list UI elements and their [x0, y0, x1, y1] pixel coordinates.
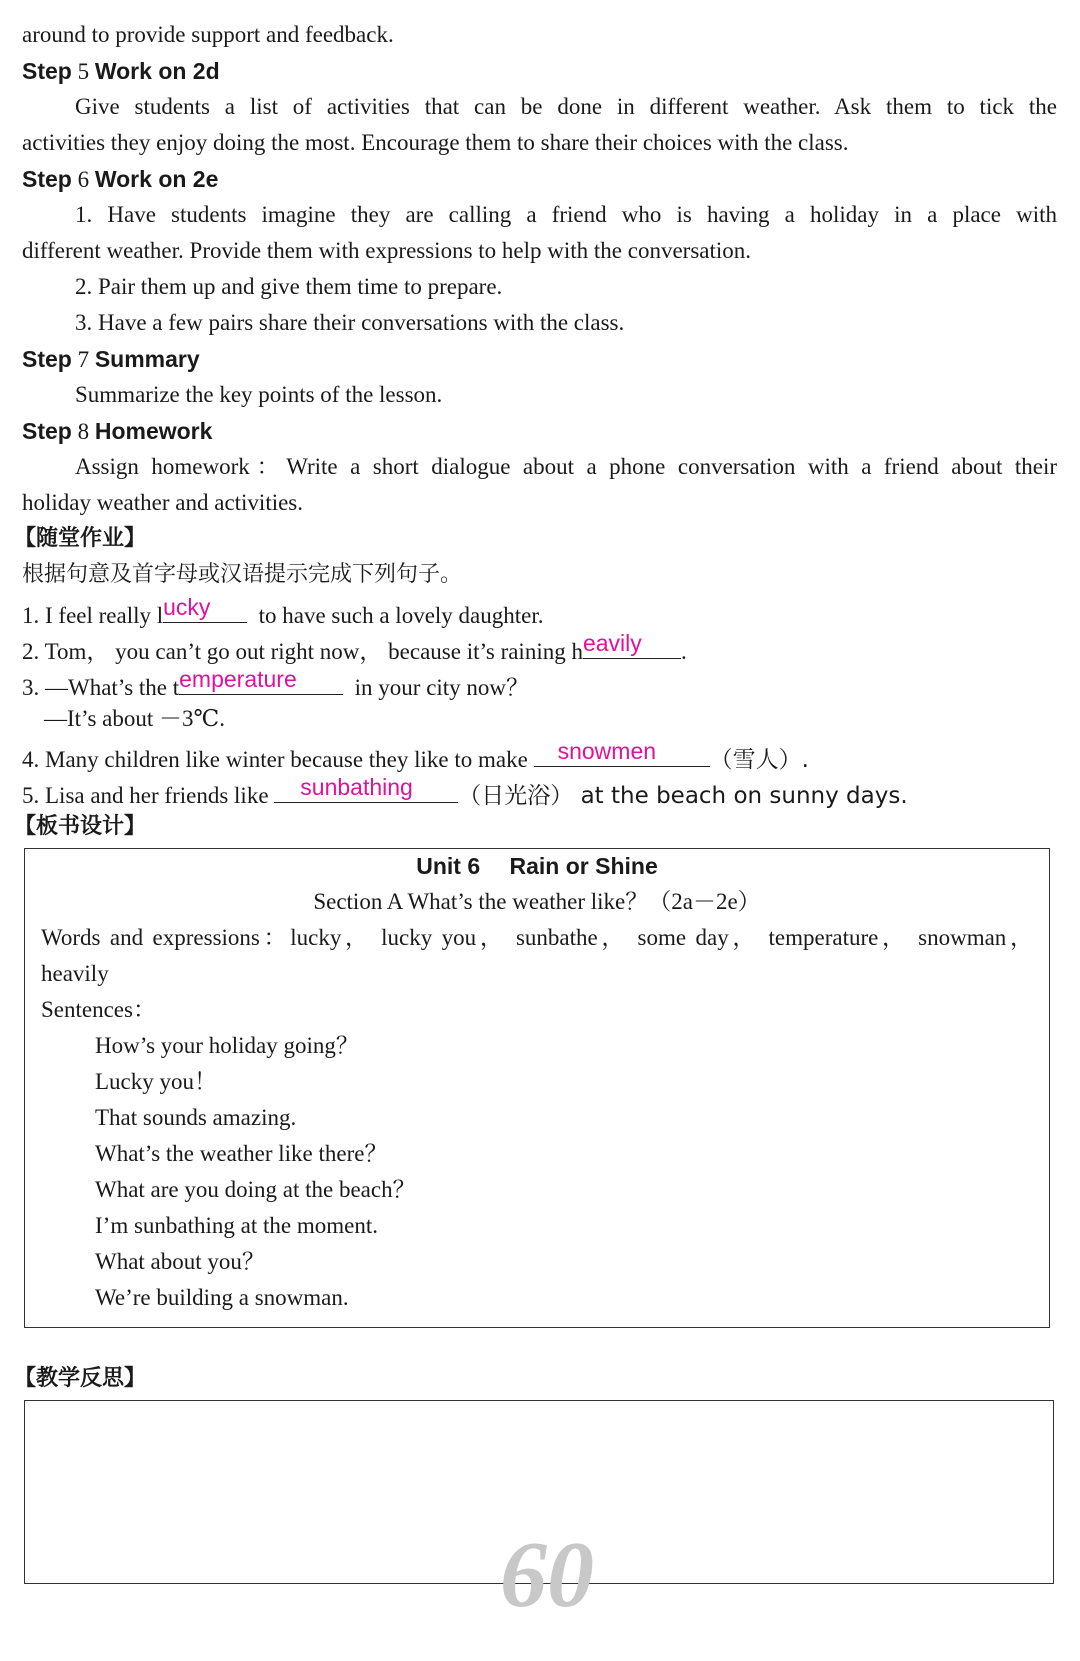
question-4: 4. Many children like winter because they like to make snowmen （雪人）. — [22, 738, 809, 773]
board-sentence: We’re building a snowman. — [95, 1285, 349, 1310]
answer-3: emperature — [179, 666, 297, 692]
question-5: 5. Lisa and her friends like sunbathing （日光浴） at the beach on sunny days. — [22, 774, 908, 809]
board-sentence: What about you？ — [95, 1249, 265, 1274]
board-sentences-label: Sentences： — [41, 997, 156, 1022]
board-words-line1: Words and expressions：lucky， lucky you， sunbathe， some day， temperature， snowman， — [41, 925, 1033, 950]
answer-blank-1[interactable] — [163, 596, 247, 623]
board-words-line2: heavily — [41, 961, 109, 986]
answer-blank-5[interactable] — [274, 776, 458, 803]
step7-text: Summarize the key points of the lesson. — [75, 382, 443, 407]
step6-item3: 3. Have a few pairs share their conversations with the class. — [75, 310, 625, 335]
exercise-instruction: 根据句意及首字母或汉语提示完成下列句子。 — [22, 562, 463, 587]
question-3-reply: —It’s about －3℃. — [44, 706, 225, 731]
board-sentence: What’s the weather like there？ — [95, 1141, 388, 1166]
step6-item2: 2. Pair them up and give them time to prepare. — [75, 274, 503, 299]
reflection-header: 【教学反思】 — [14, 1366, 147, 1391]
exercise-header: 【随堂作业】 — [14, 526, 147, 551]
step8-line2: holiday weather and activities. — [22, 490, 304, 515]
step6-heading: Step 6 Work on 2e — [22, 166, 219, 192]
answer-blank-4[interactable] — [534, 740, 710, 767]
board-unit-title: Unit 6 Rain or Shine — [416, 853, 658, 879]
step5-line1: Give students a list of activities that can be done in different weather. Ask them to tick the — [75, 94, 1057, 119]
question-2: 2. Tom， you can’t go out right now， because it’s raining h eavily . — [22, 630, 687, 664]
answer-blank-3[interactable] — [179, 668, 343, 695]
step5-line2: activities they enjoy doing the most. Encourage them to share their choices with the class. — [22, 130, 849, 155]
step6-item1-line2: different weather. Provide them with expressions to help with the conversation. — [22, 238, 752, 263]
step8-heading: Step 8 Homework — [22, 418, 213, 444]
board-section-title: Section A What’s the weather like？（2a－2e） — [313, 889, 761, 914]
step8-line1: Assign homework：Write a short dialogue about a phone conversation with a friend about their — [75, 454, 1057, 479]
board-sentence: Lucky you！ — [95, 1069, 218, 1094]
board-header: 【板书设计】 — [14, 814, 147, 839]
board-sentence: That sounds amazing. — [95, 1105, 297, 1130]
intro-tail: around to provide support and feedback. — [22, 22, 394, 47]
board-sentence: I’m sunbathing at the moment. — [95, 1213, 378, 1238]
page-number: 60 — [500, 1523, 594, 1627]
answer-4: snowmen — [557, 738, 657, 764]
step5-heading: Step 5 Work on 2d — [22, 58, 220, 84]
board-box — [24, 848, 1050, 1328]
step7-heading: Step 7 Summary — [22, 346, 200, 372]
question-3: 3. —What’s the t emperature in your city now？ — [22, 666, 530, 700]
answer-5: sunbathing — [300, 774, 413, 800]
question-1: 1. I feel really l ucky to have such a lovely daughter. — [22, 594, 544, 628]
answer-blank-2[interactable] — [583, 632, 681, 659]
step6-item1-line1: 1. Have students imagine they are calling a friend who is having a holiday in a place with — [75, 202, 1057, 227]
board-sentence: What are you doing at the beach？ — [95, 1177, 416, 1202]
answer-1: ucky — [163, 594, 211, 620]
answer-2: eavily — [582, 630, 642, 656]
board-sentence: How’s your holiday going？ — [95, 1033, 359, 1058]
